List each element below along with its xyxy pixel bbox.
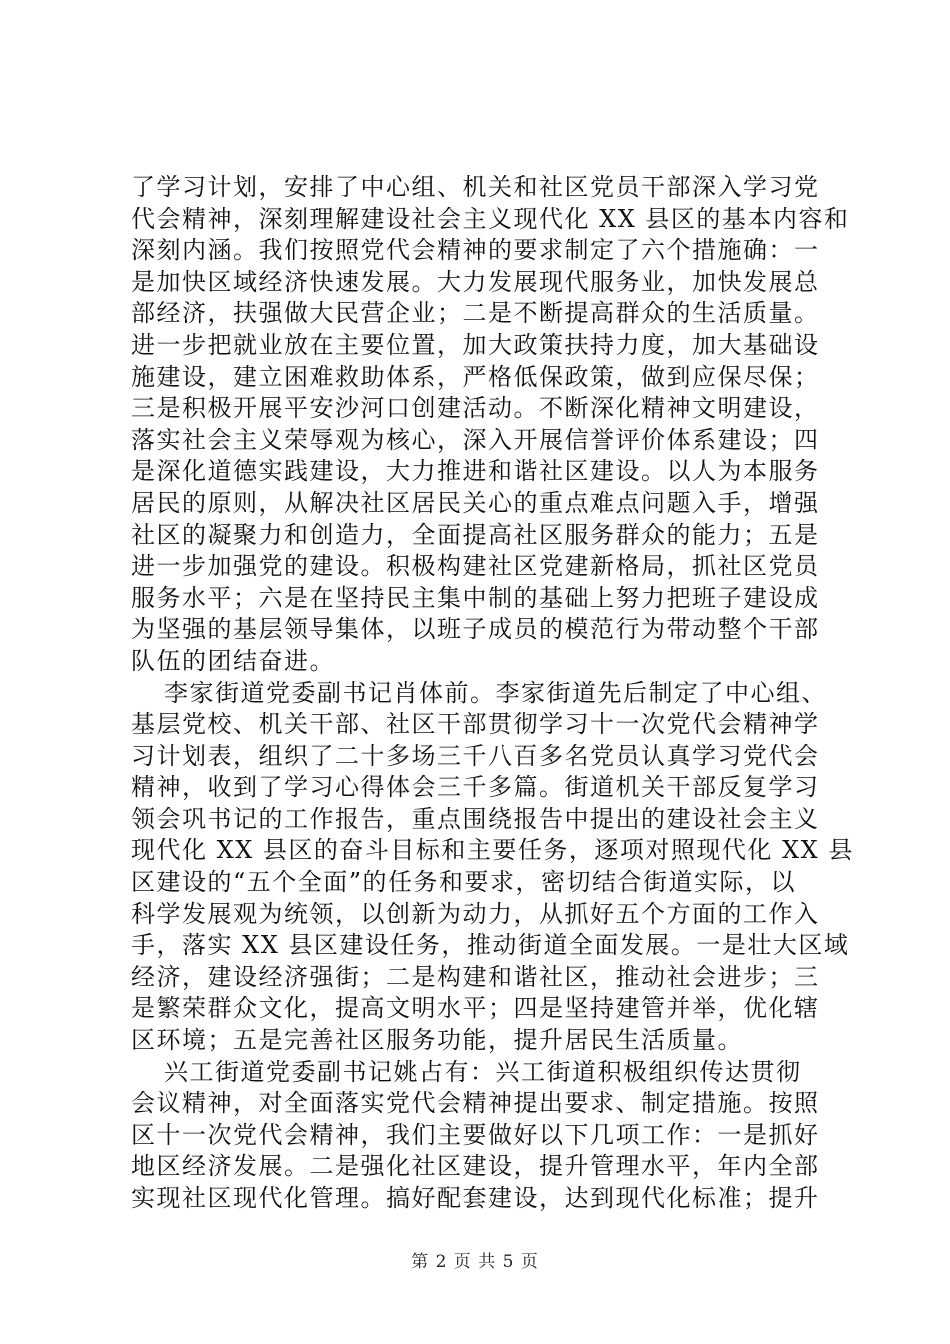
text-line: 服务水平；六是在坚持民主集中制的基础上努力把班子建设成 [131,583,820,612]
document-body [131,172,854,1215]
text-line: 施建设，建立困难救助体系，严格低保政策，做到应保尽保； [131,362,820,391]
text-line: 习计划表，组织了二十多场三千八百多名党员认真学习党代会 [131,741,820,770]
text-line: 领会巩书记的工作报告，重点围绕报告中提出的建设社会主义 [131,804,820,833]
text-line: 落实社会主义荣辱观为核心，深入开展信誉评价体系建设；四 [131,425,820,454]
text-line: 经济，建设经济强街；二是构建和谐社区，推动社会进步；三 [131,962,820,991]
text-line: 为坚强的基层领导集体，以班子成员的模范行为带动整个干部 [131,615,820,644]
text-line: 现代化 XX 县区的奋斗目标和主要任务，逐项对照现代化 XX 县 [131,836,854,865]
text-line: 三是积极开展平安沙河口创建活动。不断深化精神文明建设， [131,394,820,423]
text-line: 实现社区现代化管理。搞好配套建设，达到现代化标准；提升 [131,1184,820,1212]
text-line: 区环境；五是完善社区服务功能，提升居民生活质量。 [131,1026,743,1055]
text-line: 深刻内涵。我们按照党代会精神的要求制定了六个措施确：一 [131,236,820,265]
paragraph-start-line: 李家街道党委副书记肖体前。李家街道先后制定了中心组、 [164,678,827,707]
text-line: 社区的凝聚力和创造力，全面提高社区服务群众的能力；五是 [131,520,820,549]
text-line: 科学发展观为统领，以创新为动力，从抓好五个方面的工作入 [131,899,820,928]
text-line: 区十一次党代会精神，我们主要做好以下几项工作：一是抓好 [131,1120,820,1149]
text-line: 了学习计划，安排了中心组、机关和社区党员干部深入学习党 [131,173,820,201]
text-line: 会议精神，对全面落实党代会精神提出要求、制定措施。按照 [131,1089,820,1118]
text-line: 地区经济发展。二是强化社区建设，提升管理水平，年内全部 [131,1152,820,1181]
text-line: 是繁荣群众文化，提高文明水平；四是坚持建管并举，优化辖 [131,994,820,1023]
text-line: 居民的原则，从解决社区居民关心的重点难点问题入手，增强 [131,488,820,517]
text-line: 基层党校、机关干部、社区干部贯彻学习十一次党代会精神学 [131,710,820,739]
text-line: 代会精神，深刻理解建设社会主义现代化 XX 县区的基本内容和 [131,204,850,233]
text-line: 部经济，扶强做大民营企业；二是不断提高群众的生活质量。 [131,299,820,328]
text-line: 手，落实 XX 县区建设任务，推动街道全面发展。一是壮大区域 [131,931,850,960]
text-line: 是深化道德实践建设，大力推进和谐社区建设。以人为本服务 [131,457,820,486]
text-line: 是加快区域经济快速发展。大力发展现代服务业，加快发展总 [131,267,820,296]
text-line: 精神，收到了学习心得体会三千多篇。街道机关干部反复学习 [131,773,820,802]
text-line: 区建设的“五个全面”的任务和要求，密切结合街道实际，以 [131,868,797,897]
text-line: 进一步加强党的建设。积极构建社区党建新格局，抓社区党员 [131,552,820,581]
page-footer: 第 2 页 共 5 页 [411,1252,539,1272]
paragraph-start-line: 兴工街道党委副书记姚占有：兴工街道积极组织传达贯彻 [164,1057,802,1086]
text-line: 队伍的团结奋进。 [131,646,335,675]
text-line: 进一步把就业放在主要位置，加大政策扶持力度，加大基础设 [131,330,820,359]
